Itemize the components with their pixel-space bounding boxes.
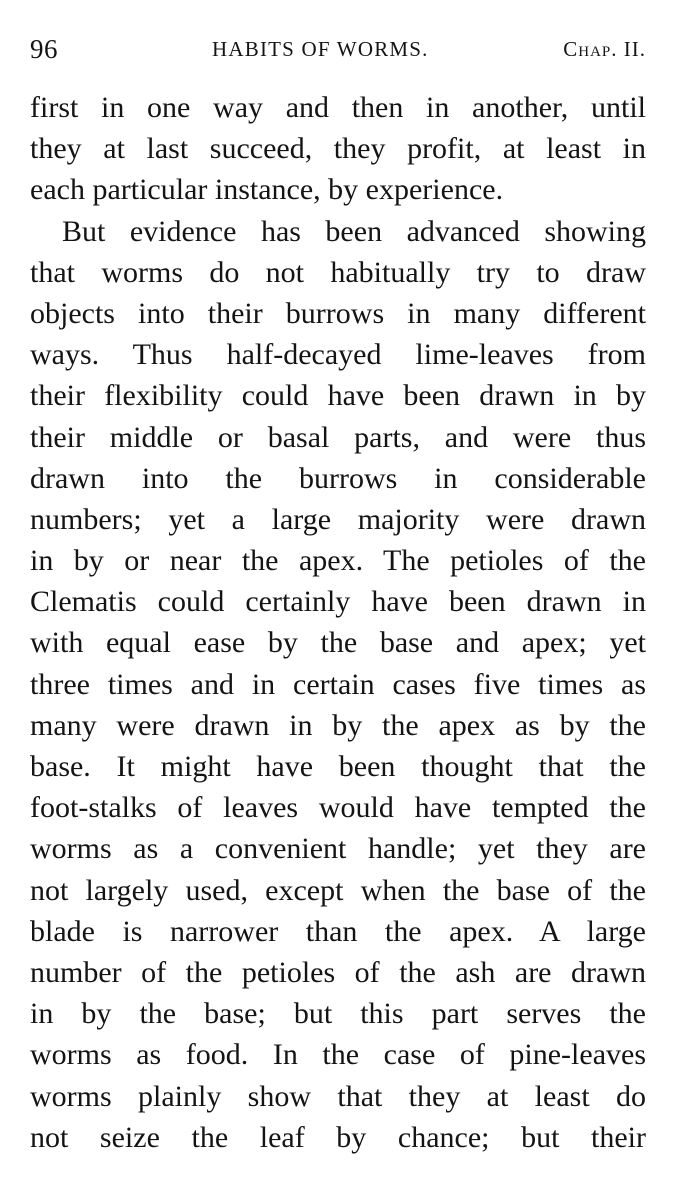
text-line: worms plainly show that they at least do xyxy=(30,1079,646,1113)
text-line: base. It might have been thought that the xyxy=(30,750,646,783)
text-line: ways. Thus half-decayed lime-leaves from xyxy=(30,338,646,372)
text-line: in by or near the apex. The petioles of the xyxy=(30,544,646,578)
text-line: that worms do not habitually try to draw xyxy=(30,255,646,289)
text-line: each particular instance, by experience. xyxy=(30,173,504,207)
text-line: they at last succeed, they profit, at least in xyxy=(30,132,646,166)
text-line: in by the base; but this part serves the xyxy=(30,997,646,1031)
text-line: Clematis could certainly have been drawn in xyxy=(30,585,646,619)
text-line: three times and in certain cases five times as xyxy=(30,667,646,701)
text-line: many were drawn in by the apex as by the xyxy=(30,708,646,742)
text-line: not largely used, except when the base of the xyxy=(30,873,646,907)
running-head xyxy=(30,34,646,64)
text-line: objects into their burrows in many different xyxy=(30,296,646,330)
chapter-label-text: Chap. II. xyxy=(563,37,646,61)
chapter-label xyxy=(563,37,646,62)
text-line: their middle or basal parts, and were thus xyxy=(30,420,646,454)
text-line: first in one way and then in another, until xyxy=(30,91,646,124)
text-line: worms as a convenient handle; yet they are xyxy=(30,832,646,866)
page-number: 96 xyxy=(30,34,58,64)
text-line: But evidence has been advanced showing xyxy=(62,214,646,248)
text-line: not seize the leaf by chance; but their xyxy=(30,1120,646,1154)
text-line: their flexibility could have been drawn in by xyxy=(30,379,646,413)
running-title: HABITS OF WORMS. xyxy=(212,37,429,61)
text-line: blade is narrower than the apex. A large xyxy=(30,914,646,948)
text-line: foot-stalks of leaves would have tempted the xyxy=(30,791,646,825)
text-line: drawn into the burrows in considerable xyxy=(30,461,646,495)
text-line: with equal ease by the base and apex; yet xyxy=(30,626,646,660)
text-line: number of the petioles of the ash are drawn xyxy=(30,955,646,989)
text-line: numbers; yet a large majority were drawn xyxy=(30,502,646,536)
body-text xyxy=(30,87,646,1158)
text-line: worms as food. In the case of pine-leaves xyxy=(30,1038,646,1072)
